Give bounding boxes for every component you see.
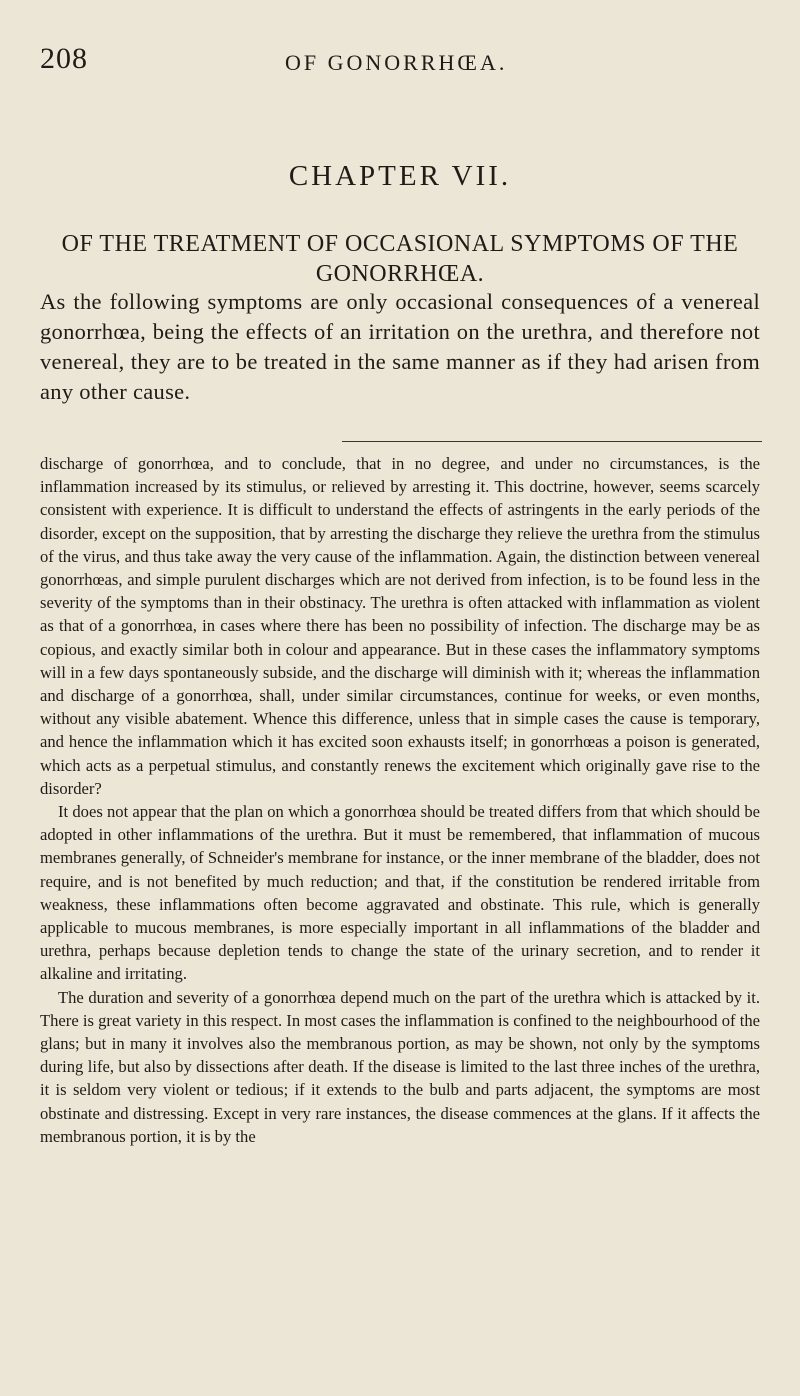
intro-paragraph: As the following symptoms are only occasional consequences of a venereal gonorrhœa, being the effects of an irritation on the urethra, and therefore not venereal, they are to be treated in the same manner as if they had arisen from any other cause. <box>40 289 760 404</box>
running-title: OF GONORRHŒA. <box>285 50 508 75</box>
footnote-paragraph: It does not appear that the plan on which a gonorrhœa should be treated differs from that which should be adopted in other inflammations of the urethra. But it must be remembered, that inflammation of mucous membranes generally, of Schneider's membrane for instance, or the inner membrane of the bladder, does not require, and is not benefited by much reduction; and that, if the constitution be rendered irritable from weakness, these inflammations often become aggravated and obstinate. This rule, which is generally applicable to mucous membranes, is more especially important in all inflammations of the bladder and urethra, perhaps because depletion tends to change the state of the urinary secretion, and to render it alkaline and irritating. <box>40 802 760 984</box>
footnote-divider <box>342 441 762 442</box>
chapter-title: CHAPTER VII. <box>288 160 512 192</box>
page-number: 208 <box>40 42 88 75</box>
footnote-paragraph: The duration and severity of a gonorrhœa depend much on the part of the urethra which is attacked by it. There is great variety in this respect. In most cases the inflammation is confined to the neighbourhood of the glans; but in many it involves also the membranous portion, as may be shown, not only by the symptoms during life, but also by dissections after death. If the disease is limited to the last three inches of the urethra, it is seldom very violent or tedious; if it extends to the bulb and parts adjacent, the symptoms are most obstinate and distressing. Except in very rare instances, the disease commences at the glans. If it affects the membranous portion, it is by the <box>40 987 760 1146</box>
footnote-block <box>40 452 760 1148</box>
footnote-paragraph: discharge of gonorrhœa, and to conclude, that in no degree, and under no circumstances, is the inflammation increased by its stimulus, or relieved by arresting it. This doctrine, however, seems scarcely consistent with experience. It is difficult to understand the effects of astringents in the early periods of the disorder, except on the supposition, that by arresting the discharge they relieve the urethra from the stimulus of the virus, and thus take away the very cause of the inflammation. Again, the distinction between venereal gonorrhœas, and simple purulent discharges which are not derived from infection, is to be found less in the severity of the symptoms than in their obstinacy. The urethra is often attacked with inflammation as violent as that of a gonorrhœa, in cases where there has been no possibility of infection. The discharge may be as copious, and exactly similar both in colour and appearance. But in these cases the inflammatory symptoms will in a few days spontaneously subside, and the discharge will diminish with it; whereas the inflammation and discharge of a gonorrhœa, shall, under similar circumstances, continue for weeks, or even months, without any visible abatement. Whence this difference, unless that in simple cases the cause is temporary, and hence the inflammation which it has excited soon exhausts itself; in gonorrhœas a poison is generated, which acts as a perpetual stimulus, and constantly renews the excitement which originally gave rise to the disorder? <box>40 454 760 798</box>
section-title: OF THE TREATMENT OF OCCASIONAL SYMPTOMS OF THE GONORRHŒA. <box>61 231 739 287</box>
